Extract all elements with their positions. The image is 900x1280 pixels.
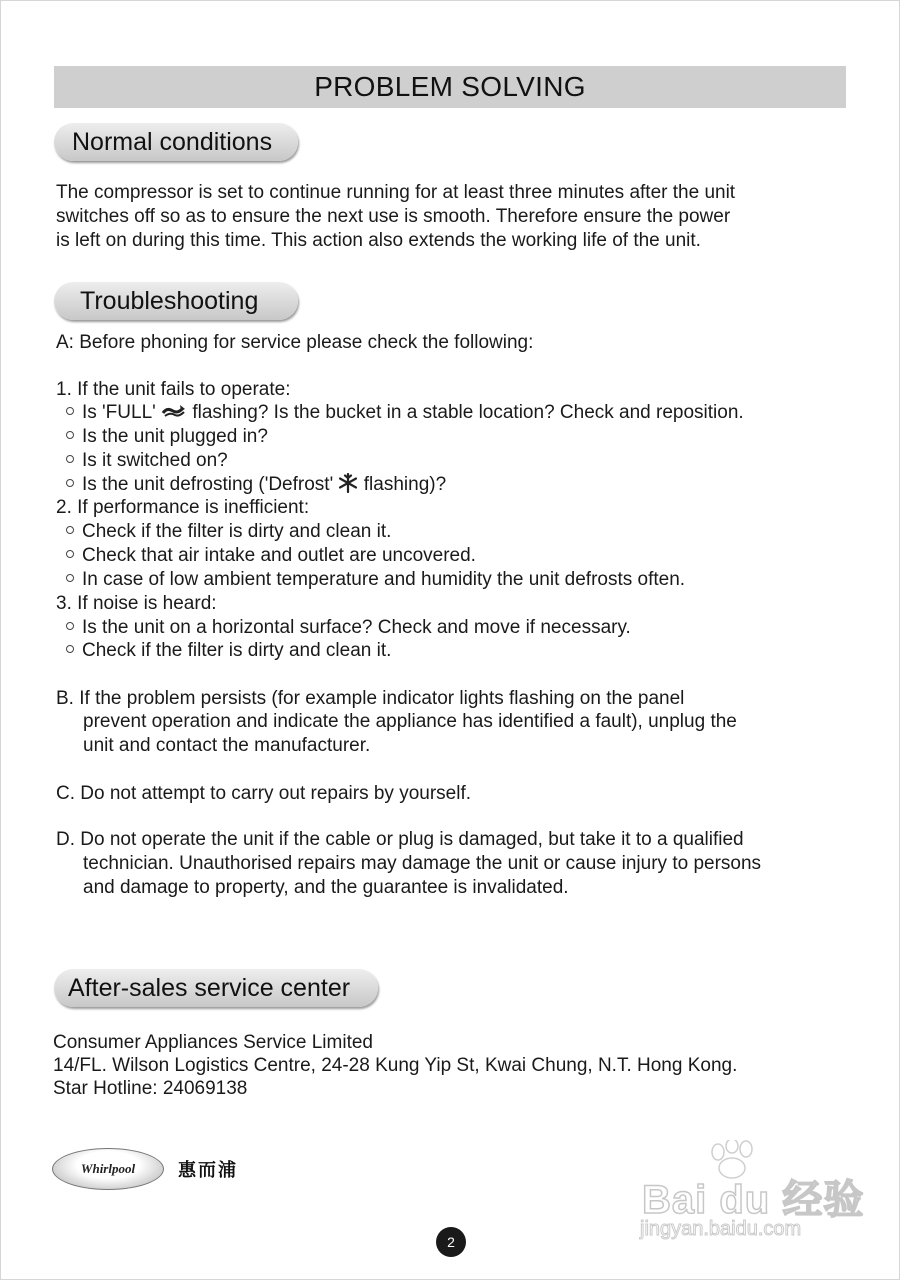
aftersales-address: 14/FL. Wilson Logistics Centre, 24-28 Kung Yip St, Kwai Chung, N.T. Hong Kong. xyxy=(53,1055,738,1076)
bullet-text: Is 'FULL' xyxy=(82,402,156,423)
item-2-bullet-3 xyxy=(66,568,685,592)
bullet-icon xyxy=(66,622,74,630)
paragraph-line: is left on during this time. This action also extends the working life of the unit. xyxy=(56,230,701,251)
snowflake-icon xyxy=(338,473,358,493)
water-drop-icon xyxy=(161,403,187,419)
item-2-title: 2. If performance is inefficient: xyxy=(56,497,310,518)
page-number: 2 xyxy=(436,1227,466,1257)
bullet-text: Check if the filter is dirty and clean it. xyxy=(82,640,392,661)
whirlpool-logo-oval xyxy=(52,1148,164,1190)
note-d-line-3: and damage to property, and the guarantee is invalidated. xyxy=(83,877,569,898)
section-heading-troubleshooting xyxy=(54,282,298,320)
item-2-bullet-2 xyxy=(66,544,476,568)
bullet-icon xyxy=(66,574,74,582)
item-3-bullet-1 xyxy=(66,616,631,640)
section-heading-after-sales xyxy=(54,969,378,1007)
logo-text: Whirlpool xyxy=(80,1161,136,1176)
bullet-text: Is the unit defrosting ('Defrost' xyxy=(82,474,334,495)
baidu-watermark xyxy=(636,1140,865,1250)
item-2-bullet-1 xyxy=(66,520,391,544)
bullet-text: flashing? Is the bucket in a stable location? Check and reposition. xyxy=(192,402,744,423)
item-1-bullet-2 xyxy=(66,425,268,449)
note-c: C. Do not attempt to carry out repairs by yourself. xyxy=(56,783,472,804)
item-1-title: 1. If the unit fails to operate: xyxy=(56,379,291,400)
bullet-icon xyxy=(66,550,74,558)
bullet-text: Is it switched on? xyxy=(82,450,228,471)
bullet-text: Is the unit plugged in? xyxy=(82,426,268,447)
item-1-bullet-4 xyxy=(66,473,446,497)
note-b-line-2: prevent operation and indicate the appliance has identified a fault), unplug the xyxy=(83,711,737,732)
section-heading-label: Troubleshooting xyxy=(80,286,259,315)
section-heading-label: After-sales service center xyxy=(68,973,351,1002)
note-d-line-2: technician. Unauthorised repairs may damage the unit or cause injury to persons xyxy=(83,853,762,874)
watermark-sub-text: jingyan.baidu.com xyxy=(640,1218,802,1240)
paragraph-line: The compressor is set to continue running for at least three minutes after the unit xyxy=(56,182,736,203)
note-b-line-3: unit and contact the manufacturer. xyxy=(83,735,371,756)
aftersales-hotline: Star Hotline: 24069138 xyxy=(53,1078,248,1099)
item-3-title: 3. If noise is heard: xyxy=(56,593,217,614)
bullet-text: flashing)? xyxy=(363,474,447,495)
bullet-icon xyxy=(66,479,74,487)
bullet-text: In case of low ambient temperature and humidity the unit defrosts often. xyxy=(82,569,686,590)
bullet-icon xyxy=(66,526,74,534)
whirlpool-logo xyxy=(52,1148,238,1190)
normal-conditions-paragraph xyxy=(56,181,856,253)
item-3-bullet-2 xyxy=(66,639,391,663)
page-title: PROBLEM SOLVING xyxy=(54,66,846,108)
bullet-text: Check that air intake and outlet are uncovered. xyxy=(82,545,476,566)
logo-chinese-text: 惠而浦 xyxy=(178,1160,238,1181)
bullet-icon xyxy=(66,455,74,463)
aftersales-company: Consumer Appliances Service Limited xyxy=(53,1032,373,1053)
bullet-icon xyxy=(66,407,74,415)
paragraph-line: switches off so as to ensure the next use is smooth. Therefore ensure the power xyxy=(56,206,731,227)
item-1-bullet-3 xyxy=(66,449,228,473)
bullet-icon xyxy=(66,645,74,653)
item-1-bullet-1 xyxy=(66,401,744,425)
section-heading-label: Normal conditions xyxy=(72,127,273,156)
section-heading-normal-conditions xyxy=(54,123,298,161)
bullet-text: Check if the filter is dirty and clean it. xyxy=(82,521,392,542)
watermark-main-text: Bai du 经验 xyxy=(642,1178,865,1222)
bullet-text: Is the unit on a horizontal surface? Check and move if necessary. xyxy=(82,617,631,638)
bullet-icon xyxy=(66,431,74,439)
note-b-line-1: B. If the problem persists (for example indicator lights flashing on the panel xyxy=(56,688,685,709)
note-d-line-1: D. Do not operate the unit if the cable or plug is damaged, but take it to a qualified xyxy=(56,829,744,850)
troubleshooting-intro: A: Before phoning for service please check the following: xyxy=(56,332,534,353)
